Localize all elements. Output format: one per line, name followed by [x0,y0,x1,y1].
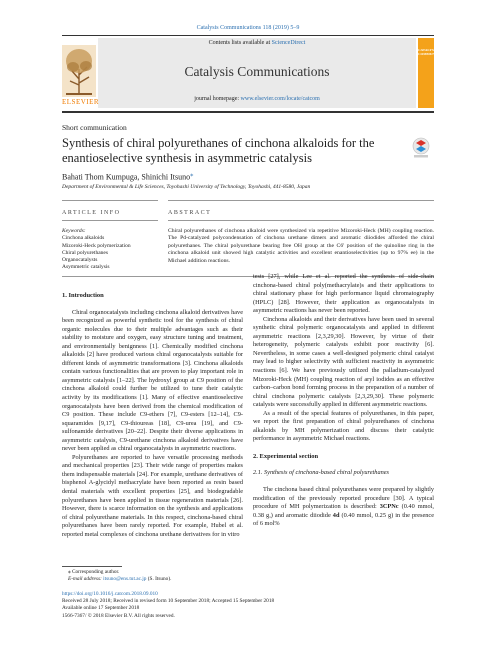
contents-line [98,40,416,46]
contents-prefix: Contents lists available at [208,40,272,46]
email-suffix: (S. Itsuno). [146,575,172,582]
email-label: E-mail address: [68,575,104,582]
intro-paragraph-3: tests [27], while Lee et al. reported the synthesis of side-chain cinchona-based chiral poly(methacrylate)s and their applications to chiral stationary phase for high performance liquid chromatography (HPLC) [28]. However, their application as organocatalysts in asymmetric reactions has never been reported. [253,273,434,315]
abstract-top-rule [168,200,434,201]
cover-title: CATALYSIS COMMUNICATIONS [418,48,452,56]
header-thick-rule [62,111,434,113]
sciencedirect-link[interactable]: ScienceDirect [271,40,306,46]
received-dates: Received 28 July 2018; Received in revised form 10 September 2018; Accepted 15 September 2018 [62,598,275,605]
article-info-rule [62,220,158,221]
header-rule [62,35,434,36]
publisher-name: ELSEVIER [62,98,100,106]
abstract-label: ABSTRACT [168,210,212,216]
article-meta [62,591,274,620]
article-info-label: ARTICLE INFO [62,210,121,216]
abstract-rule [168,220,434,221]
journal-homepage [98,96,416,102]
right-column [253,273,434,529]
keyword-item: Asymmetric catalysis [62,264,110,271]
keyword-item: Mizoroki-Heck polymerization [62,242,131,249]
footnote-rule [62,566,122,567]
intro-paragraph-1: Chiral organocatalysts including cinchona alkaloid derivatives have been recognized as powerful synthetic tool for the synthesis of chiral organic molecules due to their multiple advantages such as their stability to moisture and oxygen, easy structure tuning and treatment, and environmentally benignness [1]. Chemically modified cinchona alkaloids [2] have produced various chiral organocatalysts suitable for different kinds of asymmetric transformations [3]. Cinchona alkaloids contain various functionalities that are proven to play important role in asymmetric catalysis [1–22]. The hydroxyl group at C9 position of the cinchona alkaloid could further be utilized to tune their catalytic activity by its modifications [1]. Many of effective enantioselective organocatalysts have been derived from the chemical modification of C9 position. These include C9-ethers [7], C9-esters [12–14], C9-squaramides [9,17], C9-thioureas [18], C9-urea [19], and C9-sulfonamide derivatives [20–22]. Despite their diverse applications in asymmetric catalysis, C9-urethane cinchona alkaloid derivatives have never been applied as chiral organocatalysts in asymmetric reactions. [62,308,243,453]
intro-paragraph-4: Cinchona alkaloids and their derivatives have been used in several synthetic chiral polymeric organocatalysts and applied in different asymmetric reactions [2,3,29,30]. However, by virtue of their heterogeneity, polymeric catalysts exhibit poor reactivity [6]. Nevertheless, in some cases a well-designed polymeric chiral catalyst may lead to higher selectivity with sufficient reactivity in asymmetric reactions [6]. We have previously utilized the palladium-catalyzed Mizoroki-Heck (MH) coupling reaction of aryl iodides as an effective carbon–carbon bond forming process in the preparation of a number of chiral cinchona polymeric catalysts [2,3,29,30]. These polymeric catalysts were successfully applied in different asymmetric reactions. [253,315,434,409]
article-title: Synthesis of chiral polyurethanes of cinchona alkaloids for the enantioselective synthesis in asymmetric catalysis [62,136,375,165]
available-online: Available online 17 September 2018 [62,605,140,612]
article-info-top-rule [62,200,158,201]
experimental-subheading: 2.1. Synthesis of cinchona-based chiral polyurethanes [253,469,390,477]
article-type: Short communication [62,123,127,132]
affiliation: Department of Environmental & Life Sciences, Toyohashi University of Technology, Toyohashi, 441-8580, Japan [62,184,311,190]
introduction-heading: 1. Introduction [62,292,104,299]
experimental-heading: 2. Experimental section [253,452,319,460]
exp-text-a: The cinchona based chiral polyurethanes were prepared by slightly modification of the previously reported procedure [30]. A typical procedure of MH polymerization is described: [253,486,434,511]
left-column [62,292,243,539]
intro-paragraph-5: As a result of the special features of polyurethanes, in this paper, we report the first preparation of chiral polyurethanes of cinchona alkaloids by MH polymerization and discuss their catalytic performance in asymmetric Michael reactions. [253,409,434,443]
keyword-item: Chiral polyurethanes [62,249,108,256]
keywords-heading: Keywords: [62,228,86,234]
author-list [62,170,193,182]
keyword-item: Organocatalysts [62,257,98,264]
intro-paragraph-2: Polyurethanes are reported to have versatile processing methods and mechanical properties [23]. Their wide range of properties makes them indispensable materials [24]. For example, urethane derivatives of bisphenol A-glycidyl methacrylate have been reported as resin based dental materials with excellent properties [25], and biodegradable polyurethanes have been applied in tissue regeneration materials [26]. However, there is scarce information on the synthesis and applications of chiral polyurethane materials. In this respect, cinchona-based chiral polyurethanes have been rarely reported. For example, Hubel et al. reported metal complexes of cinchona urethane derivatives for in vitro [62,453,243,538]
homepage-link[interactable]: www.elsevier.com/locate/catcom [240,96,320,102]
exp-text-e: (0.40 mmol, 0.25 g) in the presence of 6 mol% [253,511,434,528]
journal-name: Catalysis Communications [184,64,330,79]
homepage-prefix: journal homepage: [194,96,241,102]
compound-4d: 4d [332,511,340,519]
email-line [62,576,171,583]
footnotes [62,569,171,583]
corresponding-author-note: ⁎ Corresponding author. [68,569,120,575]
journal-citation[interactable]: Catalysis Communications 118 (2019) 5–9 [196,25,300,31]
abstract-text: Chiral polyurethanes of cinchona alkaloid were synthesized via repetitive Mizoroki-Heck (MH) coupling reaction. The Pd-catalyzed polycondensation of cinchona urethane dimers and aromatic diiodides afforded the chiral polyurethanes. The chiral polyurethane bearing free OH group at the C6' position of the quinoline ring in the cinchona alkaloid unit showed high catalytic activities and excellent enantioselectivities (up to 97% ee) in the Michael addition reactions. [168,228,434,264]
email-link[interactable]: itsuno@ens.tut.ac.jp [103,575,147,582]
corresponding-author-mark[interactable]: ⁎ [190,171,194,178]
keywords-block [62,228,131,272]
crossmark-icon[interactable] [412,137,430,159]
experimental-paragraph [253,486,434,529]
compound-3cpnc: 3CPNc [379,503,399,511]
authors-names: Bahati Thom Kumpuga, Shinichi Itsuno [62,172,191,182]
exp-text-c: (0.40 mmol, 0.38 g,) and aromatic diiodide [253,503,434,519]
doi-link[interactable]: https://doi.org/10.1016/j.catcom.2018.09.010 [62,591,158,597]
keyword-item: Cinchona alkaloids [62,235,105,242]
copyright: 1566-7367/ © 2018 Elsevier B.V. All rights reserved. [62,612,175,619]
